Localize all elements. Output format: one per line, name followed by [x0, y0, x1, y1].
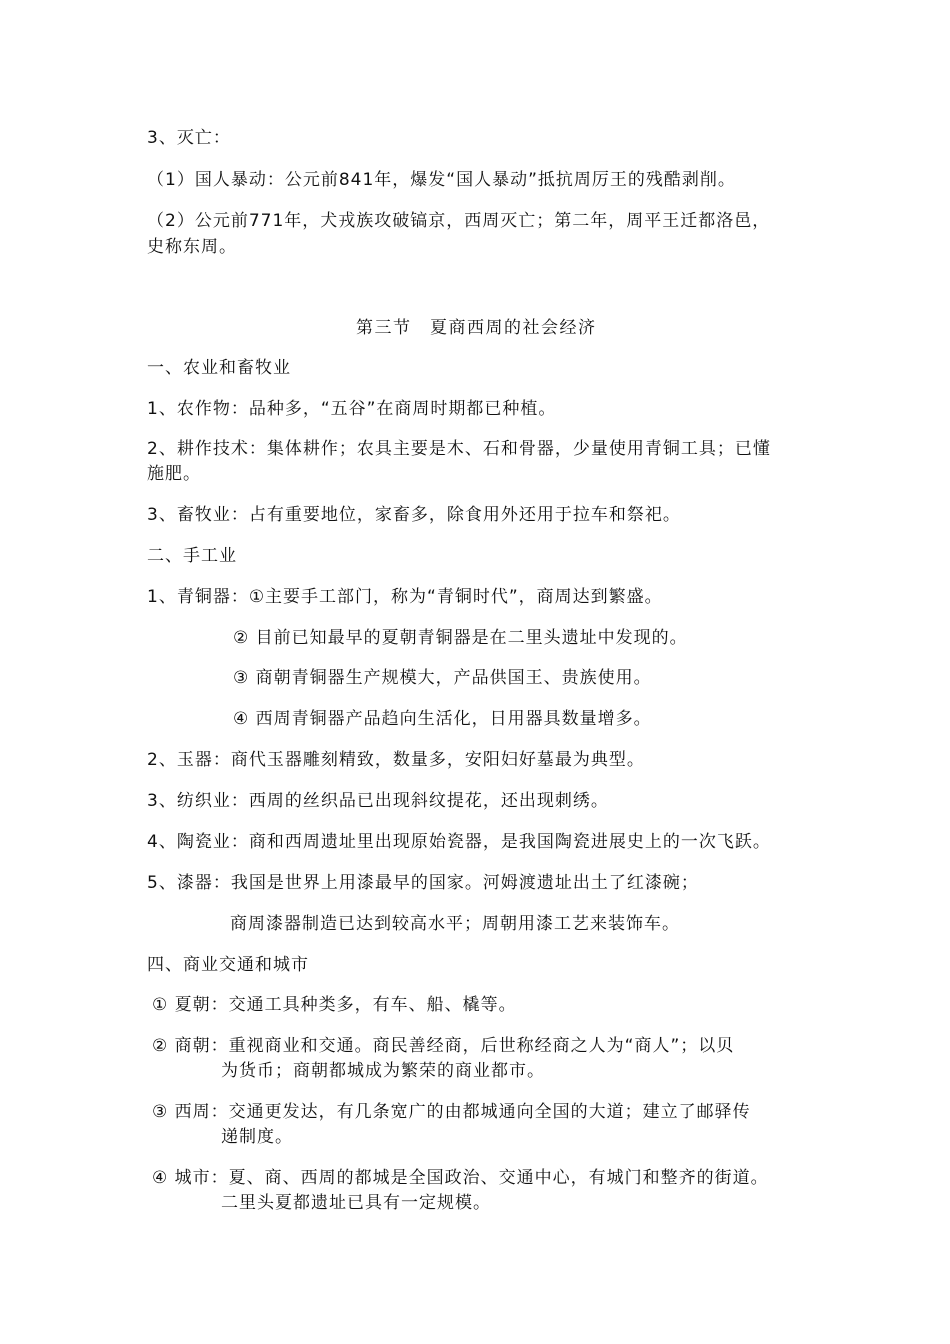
- paragraph-western-zhou-fall-line2: 史称东周。: [147, 237, 237, 257]
- paragraph-bronze-1: 1、青铜器：①主要手工部门，称为“青铜时代”，商周达到繁盛。: [147, 587, 663, 607]
- paragraph-cities-line1: ④ 城市：夏、商、西周的都城是全国政治、交通中心，有城门和整齐的街道。: [152, 1168, 769, 1188]
- paragraph-farming-tech-line1: 2、耕作技术：集体耕作；农具主要是木、石和骨器，少量使用青铜工具；已懂: [147, 439, 771, 459]
- paragraph-bronze-2: ② 目前已知最早的夏朝青铜器是在二里头遗址中发现的。: [233, 628, 688, 648]
- paragraph-shang-commerce-line1: ② 商朝：重视商业和交通。商民善经商，后世称经商之人为“商人”；以贝: [152, 1036, 735, 1056]
- paragraph-cities-line2: 二里头夏都遗址已具有一定规模。: [221, 1193, 491, 1213]
- paragraph-textile: 3、纺织业：西周的丝织品已出现斜纹提花，还出现刺绣。: [147, 791, 609, 811]
- paragraph-crops: 1、农作物：品种多，“五谷”在商周时期都已种植。: [147, 399, 557, 419]
- paragraph-jade: 2、玉器：商代玉器雕刻精致，数量多，安阳妇好墓最为典型。: [147, 750, 645, 770]
- section-title: 第三节 夏商西周的社会经济: [356, 318, 597, 338]
- paragraph-xia-transport: ① 夏朝：交通工具种类多，有车、船、橇等。: [152, 995, 517, 1015]
- paragraph-shang-commerce-line2: 为货币；商朝都城成为繁荣的商业都市。: [221, 1061, 545, 1081]
- heading-handicraft: 二、手工业: [147, 546, 237, 566]
- paragraph-livestock: 3、畜牧业：占有重要地位，家畜多，除食用外还用于拉车和祭祀。: [147, 505, 681, 525]
- paragraph-ceramics: 4、陶瓷业：商和西周遗址里出现原始瓷器，是我国陶瓷进展史上的一次飞跃。: [147, 832, 771, 852]
- paragraph-bronze-3: ③ 商朝青铜器生产规模大，产品供国王、贵族使用。: [233, 668, 652, 688]
- paragraph-farming-tech-line2: 施肥。: [147, 464, 201, 484]
- paragraph-guoren-uprising: （1）国人暴动：公元前841年，爆发“国人暴动”抵抗周厉王的残酷剥削。: [147, 170, 736, 190]
- heading-commerce: 四、商业交通和城市: [147, 955, 309, 975]
- paragraph-lacquer-line1: 5、漆器：我国是世界上用漆最早的国家。河姆渡遗址出土了红漆碗；: [147, 873, 699, 893]
- paragraph-bronze-4: ④ 西周青铜器产品趋向生活化，日用器具数量增多。: [233, 709, 652, 729]
- paragraph-western-zhou-fall-line1: （2）公元前771年，犬戎族攻破镐京，西周灭亡；第二年，周平王迁都洛邑，: [147, 211, 771, 231]
- paragraph-western-zhou-transport-line1: ③ 西周：交通更发达，有几条宽广的由都城通向全国的大道；建立了邮驿传: [152, 1102, 751, 1122]
- heading-agriculture: 一、农业和畜牧业: [147, 358, 291, 378]
- paragraph-lacquer-line2: 商周漆器制造已达到较高水平；周朝用漆工艺来装饰车。: [230, 914, 680, 934]
- paragraph-western-zhou-transport-line2: 递制度。: [221, 1127, 293, 1147]
- section-heading-collapse: 3、灭亡：: [147, 128, 231, 148]
